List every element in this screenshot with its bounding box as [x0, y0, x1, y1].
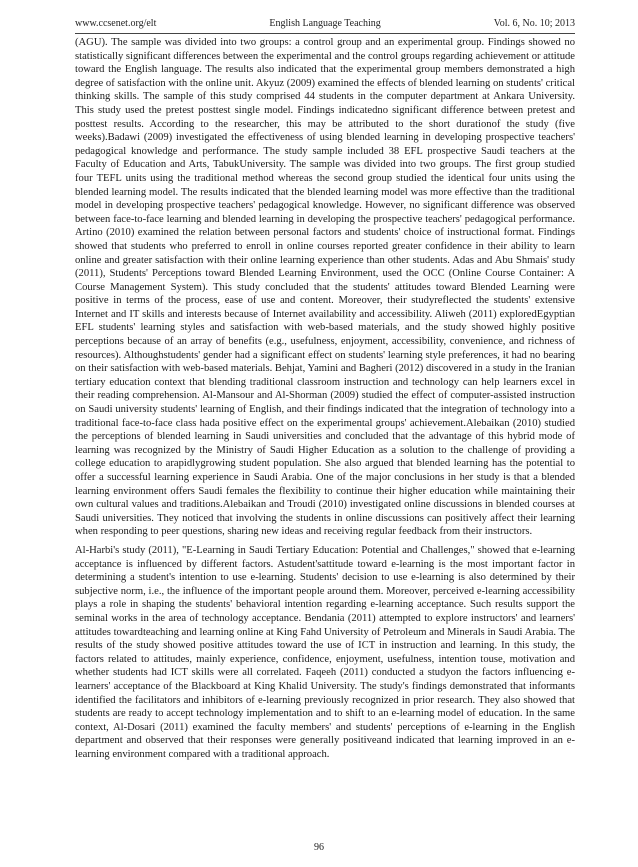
body-paragraph-2: Al-Harbi's study (2011), "E-Learning in Saudi Tertiary Education: Potential and Challenges," showed that e-learning acceptance is influenced by different factors. Astudent'sattitude toward e-learning is the most important factor in determining a student's intention to use e-learning. Students' decision to use e-learning is also determined by their subjective norm, i.e., the influence of the important people around them. Moreover, perceived e-learning accessibility plays a role in shaping the students' behavioral intention regarding e-learning acceptance. Such results support the seminal works in the area of technology acceptance. Bendania (2011) attempted to explore instructors' and learners' attitudes towardteaching and learning online at King Fahd University of Petroleum and Minerals in Saudi Arabia. The results of the study showed positive attitudes toward the use of ICT in instruction and learning. In this study, the factors related to attitudes, mainly experience, confidence, enjoyment, usefulness, intention touse, motivation and whether students had ICT skills were all correlated. Faqeeh (2011) conducted a studyon the factors influencing e-learners' acceptance of the Blackboard at King Khalid University. The study's findings demonstrated that informants identified the facilitators and inhibitors of e-learning previously recognized in prior research. They also showed that students are ready to accept technology implementation and to shift to an e-learning model of education. In the same context, Al-Dosari (2011) examined the faculty members' and students' perceptions of e-learning in the English department and observed that their responses were generally positiveand indicated that learning improved in an e-learning environment compared with a traditional approach.	[75, 544, 575, 760]
body-paragraph-1: (AGU). The sample was divided into two groups: a control group and an experimental group. Findings showed no statistically significant differences between the experimental and the control groups regarding achievement or attitude toward the English language. The results also indicated that the experimental group members demonstrated a high degree of satisfaction with the online unit. Akyuz (2009) examined the effects of blended learning on students' critical thinking skills. The sample of this study comprised 44 students in the computer department at Ankara University. This study used the pretest posttest single model. Findings indicatedno significant difference between pretest and posttest results. According to the researcher, this may be attributed to the short durationof the study (five weeks).Badawi (2009) investigated the effectiveness of using blended learning in developing prospective teachers' pedagogical knowledge and performance. The study sample included 38 EFL prospective Saudi teachers at the Faculty of Education and Arts, TabukUniversity. The sample was divided into two groups. The first group studied four TEFL units using the traditional method whereas the second group studied the identical four units using the blended learning model. The results indicated that the blended learning model was more effective than the traditional model in developing prospective teachers' pedagogical knowledge. However, no significant difference was observed between face-to-face learning and blended learning in developing the prospective teachers' pedagogical performance. Artino (2010) examined the relation between personal factors and students' choice of instructional format. Findings showed that students who preferred to enroll in online courses reported greater confidence in their ability to learn online and greater satisfaction with their online learning experience than other students. Adas and Abu Shmais' study (2011), Students' Perceptions toward Blended Learning Environment, used the OCC (Online Course Container: A Course Management System). This study concluded that the students' attitudes toward Blended Learning were positive in terms of the process, ease of use and content. Moreover, their studyreflected the students' extensive Internet and IT skills and interests because of Internet availability and accessibility. Aliweh (2011) exploredEgyptian EFL students' learning styles and satisfaction with web-based materials, and the study showed highly positive perceptions because of an array of benefits (e.g., usefulness, enjoyment, accessibility, convenience, and richness of resources). Althoughstudents' gender had a significant effect on students' learning style preferences, it had no bearing on their satisfaction with web-based materials. Behjat, Yamini and Bagheri (2012) discovered in a study in the Iranian tertiary education context that blending traditional classroom instruction and technology can help learners excel in their reading comprehension. Al-Mansour and Al-Shorman (2009) studied the effect of computer-assisted instruction on Saudi university students' learning of English, and their findings indicated that the integration of technology into a traditional face-to-face class hada positive effect on the experimental groups' achievement.Alebaikan (2010) studied the perceptions of blended learning in Saudi universities and concluded that the advantage of this hybrid mode of learning was recognized by the Ministry of Saudi Higher Education as a solution to the challenge of providing a college education to arapidlygrowing student population. She also argued that blended learning has the potential to offer a successful learning experience in Saudi Arabia. One of the major conclusions in her study is that a blended learning environment offers Saudi females the flexibility to continue their higher education while maintaining their own cultural values and traditions.Alebaikan and Troudi (2010) investigated online discussions in blended courses at Saudi universities. They noticed that involving the students in online discussions can positively affect their learning when responding to peer questions, sharing new ideas and receiving regular feedback from their instructors.	[75, 37, 575, 538]
journal-title: English Language Teaching	[269, 18, 381, 29]
journal-url[interactable]: www.ccsenet.org/elt	[75, 18, 157, 29]
article-body	[75, 36, 575, 766]
running-header	[75, 17, 575, 30]
page-number: 96	[314, 842, 324, 853]
volume-info: Vol. 6, No. 10; 2013	[493, 18, 575, 29]
header-rule	[75, 33, 575, 34]
